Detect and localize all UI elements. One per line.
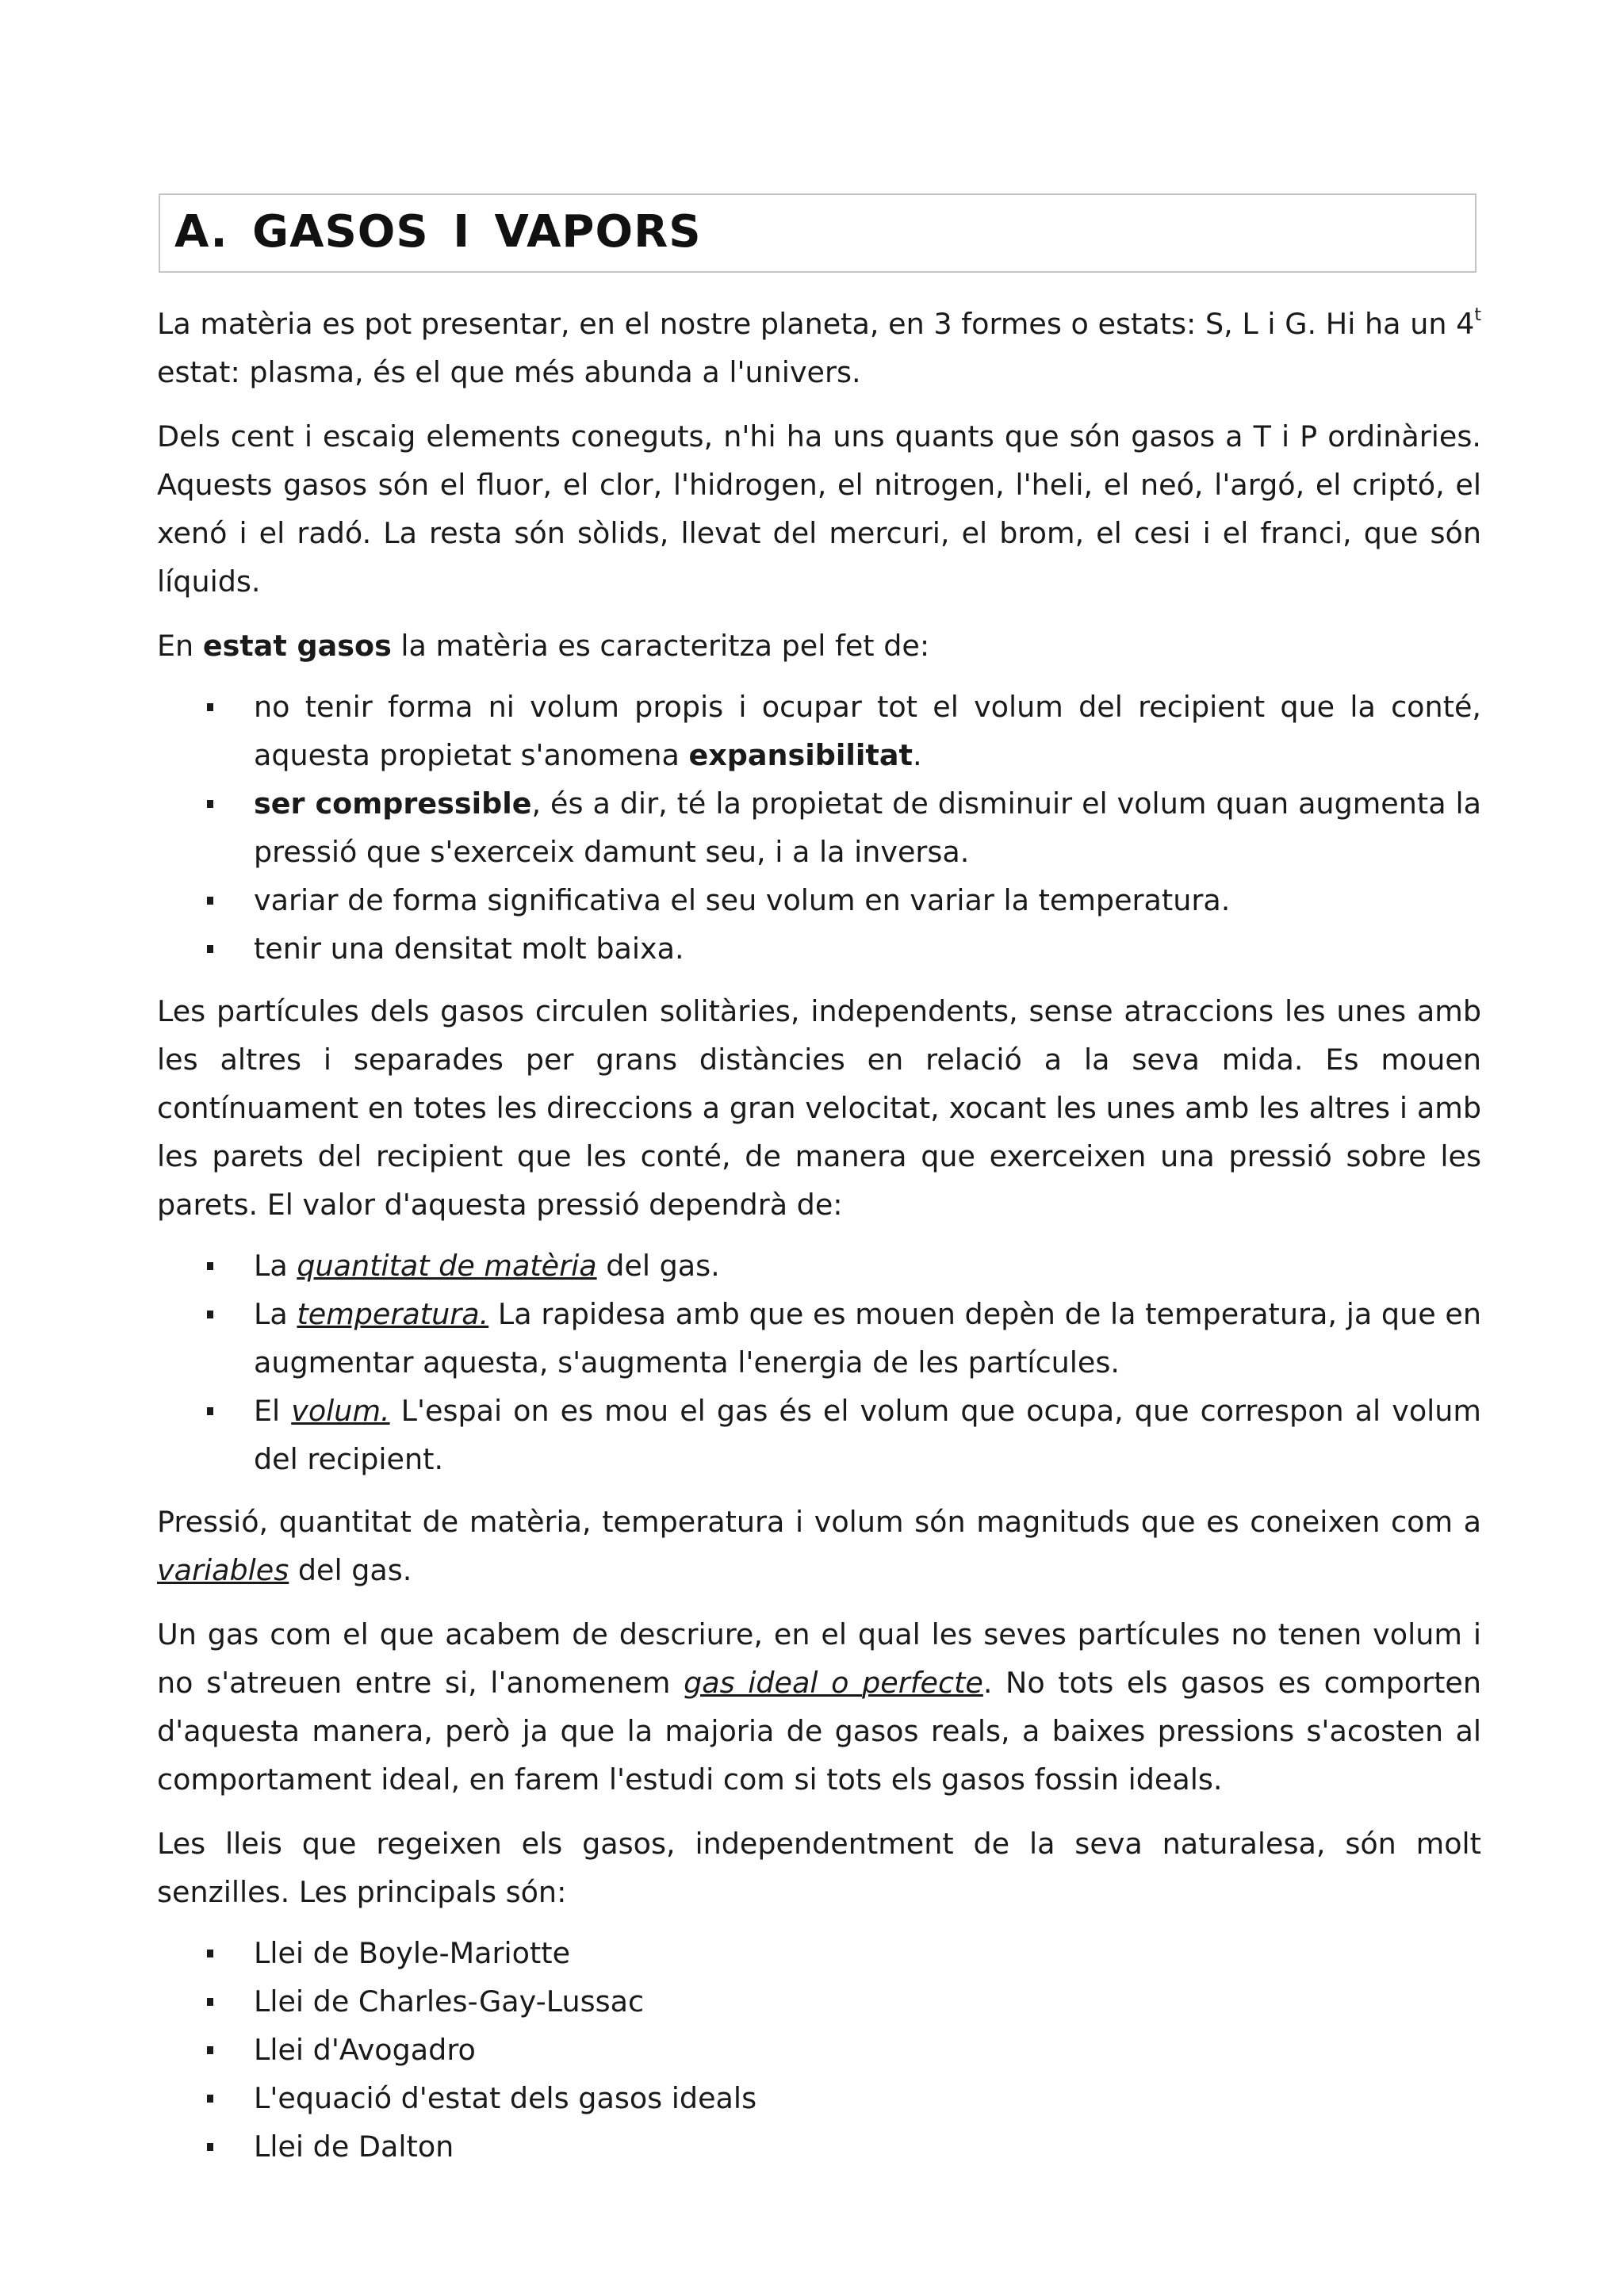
p1-superscript: t <box>1474 304 1481 325</box>
item-bold: expansibilitat <box>688 738 913 772</box>
bullet-icon <box>207 703 213 711</box>
p3-before: En <box>157 629 203 663</box>
item-text: L'equació d'estat dels gasos ideals <box>254 2081 757 2115</box>
body-text <box>157 300 1481 2185</box>
paragraph-ideal-gas <box>157 1610 1481 1804</box>
pressure-factors-list <box>157 1242 1481 1483</box>
item-after: , és a dir, té la propietat de disminuir el volum quan augmenta la pressió que s'exerceix damunt seu, i a la inversa. <box>254 786 1482 869</box>
list-item <box>157 2074 1481 2122</box>
paragraph-states-of-matter <box>157 300 1481 396</box>
item-after: del gas. <box>596 1249 720 1283</box>
list-item <box>157 1929 1481 1977</box>
item-after: La rapidesa amb que es mouen depèn de la temperatura, ja que en augmentar aquesta, s'augmenta l'energia de les partícules. <box>254 1297 1481 1380</box>
bullet-icon <box>207 1262 213 1270</box>
list-item <box>157 876 1481 924</box>
item-after: . <box>912 738 922 772</box>
list-item <box>157 1290 1481 1387</box>
bullet-icon <box>207 2143 213 2151</box>
item-text: Llei de Dalton <box>254 2130 454 2164</box>
p6-mid: o <box>818 1666 863 1700</box>
bullet-icon <box>207 1311 213 1318</box>
list-item <box>157 1242 1481 1290</box>
paragraph-variables <box>157 1498 1481 1594</box>
item-emphasis: quantitat de matèria <box>297 1249 597 1283</box>
paragraph-laws-intro: Les lleis que regeixen els gasos, independentment de la seva naturalesa, són molt senzilles. Les principals són: <box>157 1827 1481 1909</box>
p5-emphasis: variables <box>157 1553 289 1587</box>
p3-bold: estat gasos <box>202 629 392 663</box>
item-text: La <box>254 1297 297 1331</box>
section-title: A. GASOS I VAPORS <box>174 206 702 258</box>
gas-laws-list <box>157 1929 1481 2171</box>
bullet-icon <box>207 2046 213 2054</box>
gas-properties-list <box>157 683 1481 973</box>
bullet-icon <box>207 1950 213 1957</box>
item-text: tenir una densitat molt baixa. <box>254 932 684 966</box>
bullet-icon <box>207 2095 213 2103</box>
list-item <box>157 779 1481 876</box>
item-text: no tenir forma ni volum propis i ocupar tot el volum del recipient que la conté, aquesta propietat s'anomena <box>254 690 1481 772</box>
list-item <box>157 683 1481 779</box>
list-item <box>157 2122 1481 2171</box>
p6-before: Un gas com el que acabem de descriure, en el qual les seves partícules no tenen volum i no s'atreuen entre si, l'anomenem <box>157 1617 1481 1700</box>
p3-after: la matèria es caracteritza pel fet de: <box>391 629 930 663</box>
p5-after: del gas. <box>289 1553 412 1587</box>
section-title-box <box>159 193 1477 273</box>
p6-emphasis-2: perfecte <box>862 1666 983 1700</box>
item-text: Llei d'Avogadro <box>254 2033 476 2067</box>
bullet-icon <box>207 897 213 905</box>
p1-text: La matèria es pot presentar, en el nostre planeta, en 3 formes o estats: S, L i G. Hi ha un 4 <box>157 307 1475 341</box>
p6-after: . No tots els gasos es comporten d'aquesta manera, però ja que la majoria de gasos reals, a baixes pressions s'acosten al comportament ideal, en farem l'estudi com si tots els gasos fossin ideals. <box>157 1666 1482 1797</box>
item-emphasis: temperatura. <box>297 1297 489 1331</box>
item-text: La <box>254 1249 297 1283</box>
list-item <box>157 1387 1481 1483</box>
paragraph-particles: Les partícules dels gasos circulen solitàries, independents, sense atraccions les unes amb les altres i separades per grans distàncies en relació a la seva mida. Es mouen contínuament en totes les direccions a gran velocitat, xocant les unes amb les altres i amb les parets del recipient que les conté, de manera que exerceixen una pressió sobre les parets. El valor d'aquesta pressió dependrà de: <box>157 994 1481 1222</box>
bullet-icon <box>207 945 213 953</box>
bullet-icon <box>207 1998 213 2006</box>
item-text: El <box>254 1394 292 1428</box>
list-item <box>157 924 1481 973</box>
item-emphasis: volum. <box>291 1394 390 1428</box>
p5-before: Pressió, quantitat de matèria, temperatura i volum són magnituds que es coneixen com a <box>157 1505 1481 1539</box>
item-text: Llei de Charles-Gay-Lussac <box>254 1984 645 2019</box>
item-text: variar de forma significativa el seu volum en variar la temperatura. <box>254 883 1231 917</box>
item-bold: ser compressible <box>254 786 532 821</box>
p6-emphasis-1: gas ideal <box>684 1666 818 1700</box>
bullet-icon <box>207 1407 213 1415</box>
item-after: L'espai on es mou el gas és el volum que ocupa, que correspon al volum del recipient. <box>254 1394 1481 1476</box>
paragraph-gaseous-elements: Dels cent i escaig elements coneguts, n'hi ha uns quants que són gasos a T i P ordinàries. Aquests gasos són el fluor, el clor, l'hidrogen, el nitrogen, l'heli, el neó, l'argó, el criptó, el xenó i el radó. La resta són sòlids, llevat del mercuri, el brom, el cesi i el franci, que són líquids. <box>157 419 1481 599</box>
item-text: Llei de Boyle-Mariotte <box>254 1936 571 1970</box>
bullet-icon <box>207 800 213 808</box>
paragraph-gas-state-intro <box>157 622 1481 670</box>
p1-after: estat: plasma, és el que més abunda a l'univers. <box>157 355 861 389</box>
list-item <box>157 2026 1481 2074</box>
list-item <box>157 1977 1481 2026</box>
